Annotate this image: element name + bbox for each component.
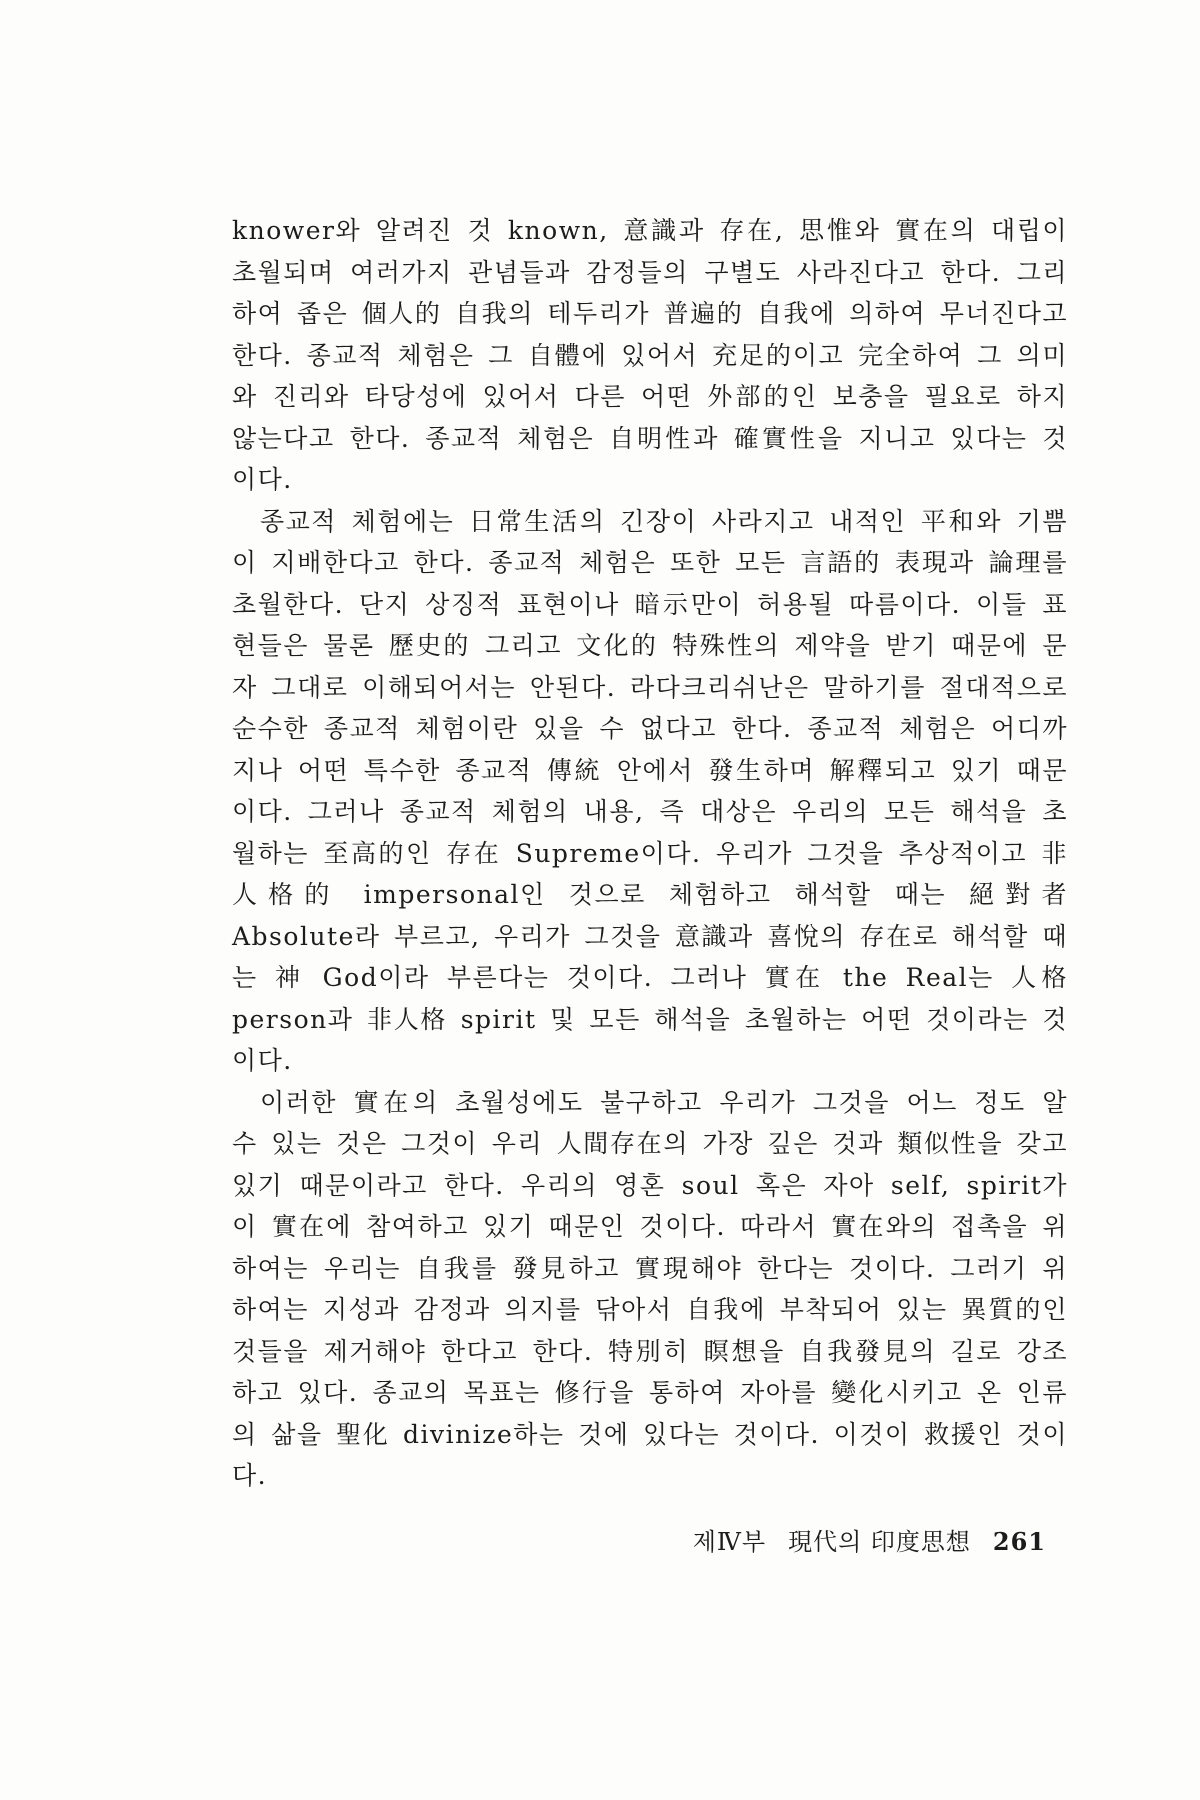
paragraph-3: 이러한 實在의 초월성에도 불구하고 우리가 그것을 어느 정도 알 수 있는 것은 그것이 우리 人間存在의 가장 깊은 것과 類似性을 갖고 있기 때문이라고 한다. 우리의 영혼 soul 혹은 자아 self, spirit가 이 實在에 참여하고 있기 때문인 것이다. 따라서 實在와의 접촉을 위하여는 우리는 自我를 發見하고 實現해야 한다는 것이다. 그러기 위하여는 지성과 감정과 의지를 닦아서 自我에 부착되어 있는 異質的인 것들을 제거해야 한다고 한다. 特別히 瞑想을 自我發見의 길로 강조하고 있다. 종교의 목표는 修行을 통하여 자아를 變化시키고 온 인류의 삶을 聖化 divinize하는 것에 있다는 것이다. 이것이 救援인 것이다. — [232, 1087, 1068, 1490]
footer-title: 現代의 印度思想 — [788, 1528, 971, 1556]
paragraph-1: knower와 알려진 것 known, 意識과 存在, 思惟와 實在의 대립이 초월되며 여러가지 관념들과 감정들의 구별도 사라진다고 한다. 그리하여 좁은 個人的 自我의 테두리가 普遍的 自我에 의하여 무너진다고 한다. 종교적 체험은 그 自體에 있어서 充足的이고 完全하여 그 의미와 진리와 타당성에 있어서 다른 어떤 外部的인 보충을 필요로 하지 않는다고 한다. 종교적 체험은 自明性과 確實性을 지니고 있다는 것이다. — [232, 216, 1068, 494]
footer-section: 제Ⅳ부 — [692, 1528, 767, 1556]
page-footer — [693, 1522, 1046, 1557]
body-text — [232, 210, 1068, 1497]
page-number: 261 — [992, 1527, 1046, 1556]
paragraph-2: 종교적 체험에는 日常生活의 긴장이 사라지고 내적인 平和와 기쁨이 지배한다고 한다. 종교적 체험은 또한 모든 言語的 表現과 論理를 초월한다. 단지 상징적 표현이나 暗示만이 허용될 따름이다. 이들 표현들은 물론 歷史的 그리고 文化的 特殊性의 제약을 받기 때문에 문자 그대로 이해되어서는 안된다. 라다크리쉬난은 말하기를 절대적으로 순수한 종교적 체험이란 있을 수 없다고 한다. 종교적 체험은 어디까지나 어떤 특수한 종교적 傳統 안에서 發生하며 解釋되고 있기 때문이다. 그러나 종교적 체험의 내용, 즉 대상은 우리의 모든 해석을 초월하는 至高的인 存在 Supreme이다. 우리가 그것을 추상적이고 非人格的 impersonal인 것으로 체험하고 해석할 때는 絕對者 Absolute라 부르고, 우리가 그것을 意識과 喜悅의 存在로 해석할 때는 神 God이라 부른다는 것이다. 그러나 實在 the Real는 人格 person과 非人格 spirit 및 모든 해석을 초월하는 어떤 것이라는 것이다. — [232, 506, 1068, 1075]
